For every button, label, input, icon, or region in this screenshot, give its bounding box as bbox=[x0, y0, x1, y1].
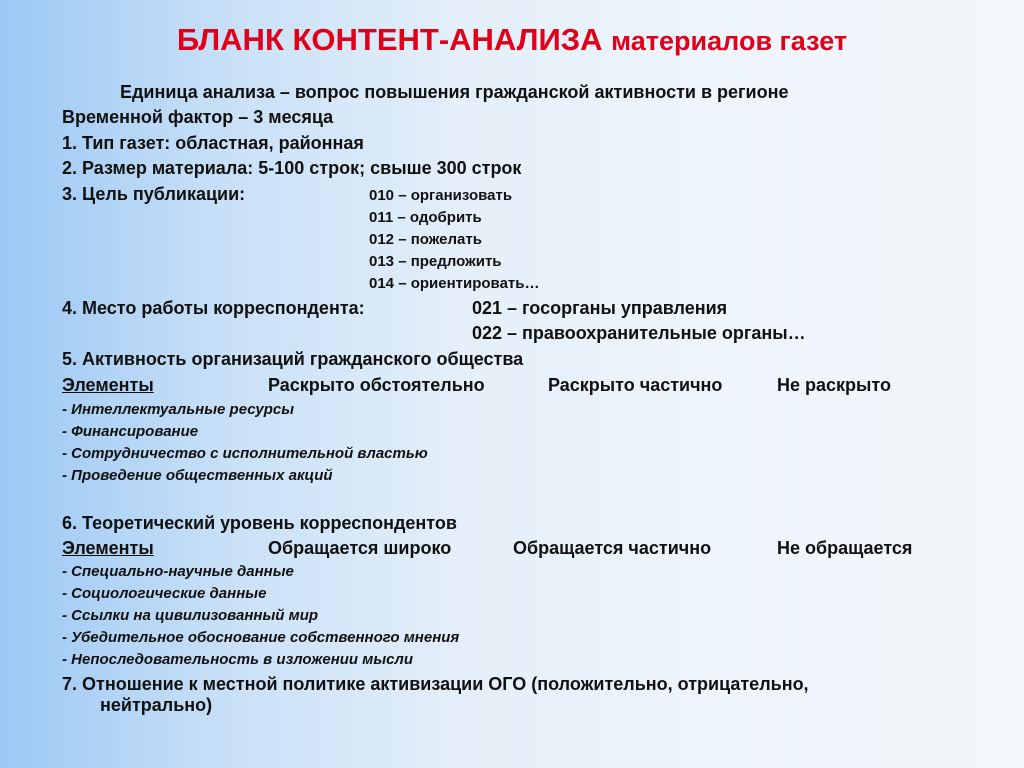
item-6-heading: 6. Теоретический уровень корреспондентов bbox=[62, 513, 457, 533]
unit-line: Единица анализа – вопрос повышения гражданской активности в регионе bbox=[120, 82, 789, 102]
item-5-row: - Проведение общественных акций bbox=[62, 467, 333, 484]
item-6-row: - Социологические данные bbox=[62, 585, 267, 602]
page-title bbox=[0, 22, 1024, 58]
item-6-elements-label: Элементы bbox=[62, 538, 154, 558]
item-4-code: 021 – госорганы управления bbox=[472, 298, 728, 318]
item-4-label: 4. Место работы корреспондента: bbox=[62, 298, 365, 318]
item-1: 1. Тип газет: областная, районная bbox=[62, 133, 364, 153]
item-5-column: Не раскрыто bbox=[777, 375, 891, 395]
item-3-code: 010 – организовать bbox=[369, 187, 513, 204]
title-sub: материалов газет bbox=[611, 26, 848, 56]
item-6-column: Не обращается bbox=[777, 538, 913, 558]
item-3-label: 3. Цель публикации: bbox=[62, 184, 246, 204]
item-4-code: 022 – правоохранительные органы… bbox=[472, 323, 806, 343]
item-6-column: Обращается частично bbox=[513, 538, 712, 558]
item-5-row: - Интеллектуальные ресурсы bbox=[62, 401, 295, 418]
item-6-row: - Непоследовательность в изложении мысли bbox=[62, 651, 414, 668]
item-3-code: 013 – предложить bbox=[369, 253, 502, 270]
item-6-row: - Ссылки на цивилизованный мир bbox=[62, 607, 319, 624]
time-factor: Временной фактор – 3 месяца bbox=[62, 107, 334, 127]
item-6-row: - Убедительное обоснование собственного мнения bbox=[62, 629, 460, 646]
item-2: 2. Размер материала: 5-100 строк; свыше 300 строк bbox=[62, 158, 522, 178]
item-7-line: нейтрально) bbox=[100, 695, 213, 715]
item-5-column: Раскрыто обстоятельно bbox=[268, 375, 485, 395]
item-5-elements-label: Элементы bbox=[62, 375, 154, 395]
item-7-line: 7. Отношение к местной политике активизации ОГО (положительно, отрицательно, bbox=[62, 674, 809, 694]
item-6-row: - Специально-научные данные bbox=[62, 563, 294, 580]
item-5-heading: 5. Активность организаций гражданского общества bbox=[62, 349, 524, 369]
item-5-column: Раскрыто частично bbox=[548, 375, 723, 395]
item-3-code: 012 – пожелать bbox=[369, 231, 482, 248]
item-3-code: 014 – ориентировать… bbox=[369, 275, 540, 292]
item-5-row: - Финансирование bbox=[62, 423, 199, 440]
title-main: БЛАНК КОНТЕНТ-АНАЛИЗА bbox=[176, 22, 603, 57]
item-3-code: 011 – одобрить bbox=[369, 209, 482, 226]
item-6-column: Обращается широко bbox=[268, 538, 452, 558]
item-5-row: - Сотрудничество с исполнительной властью bbox=[62, 445, 428, 462]
